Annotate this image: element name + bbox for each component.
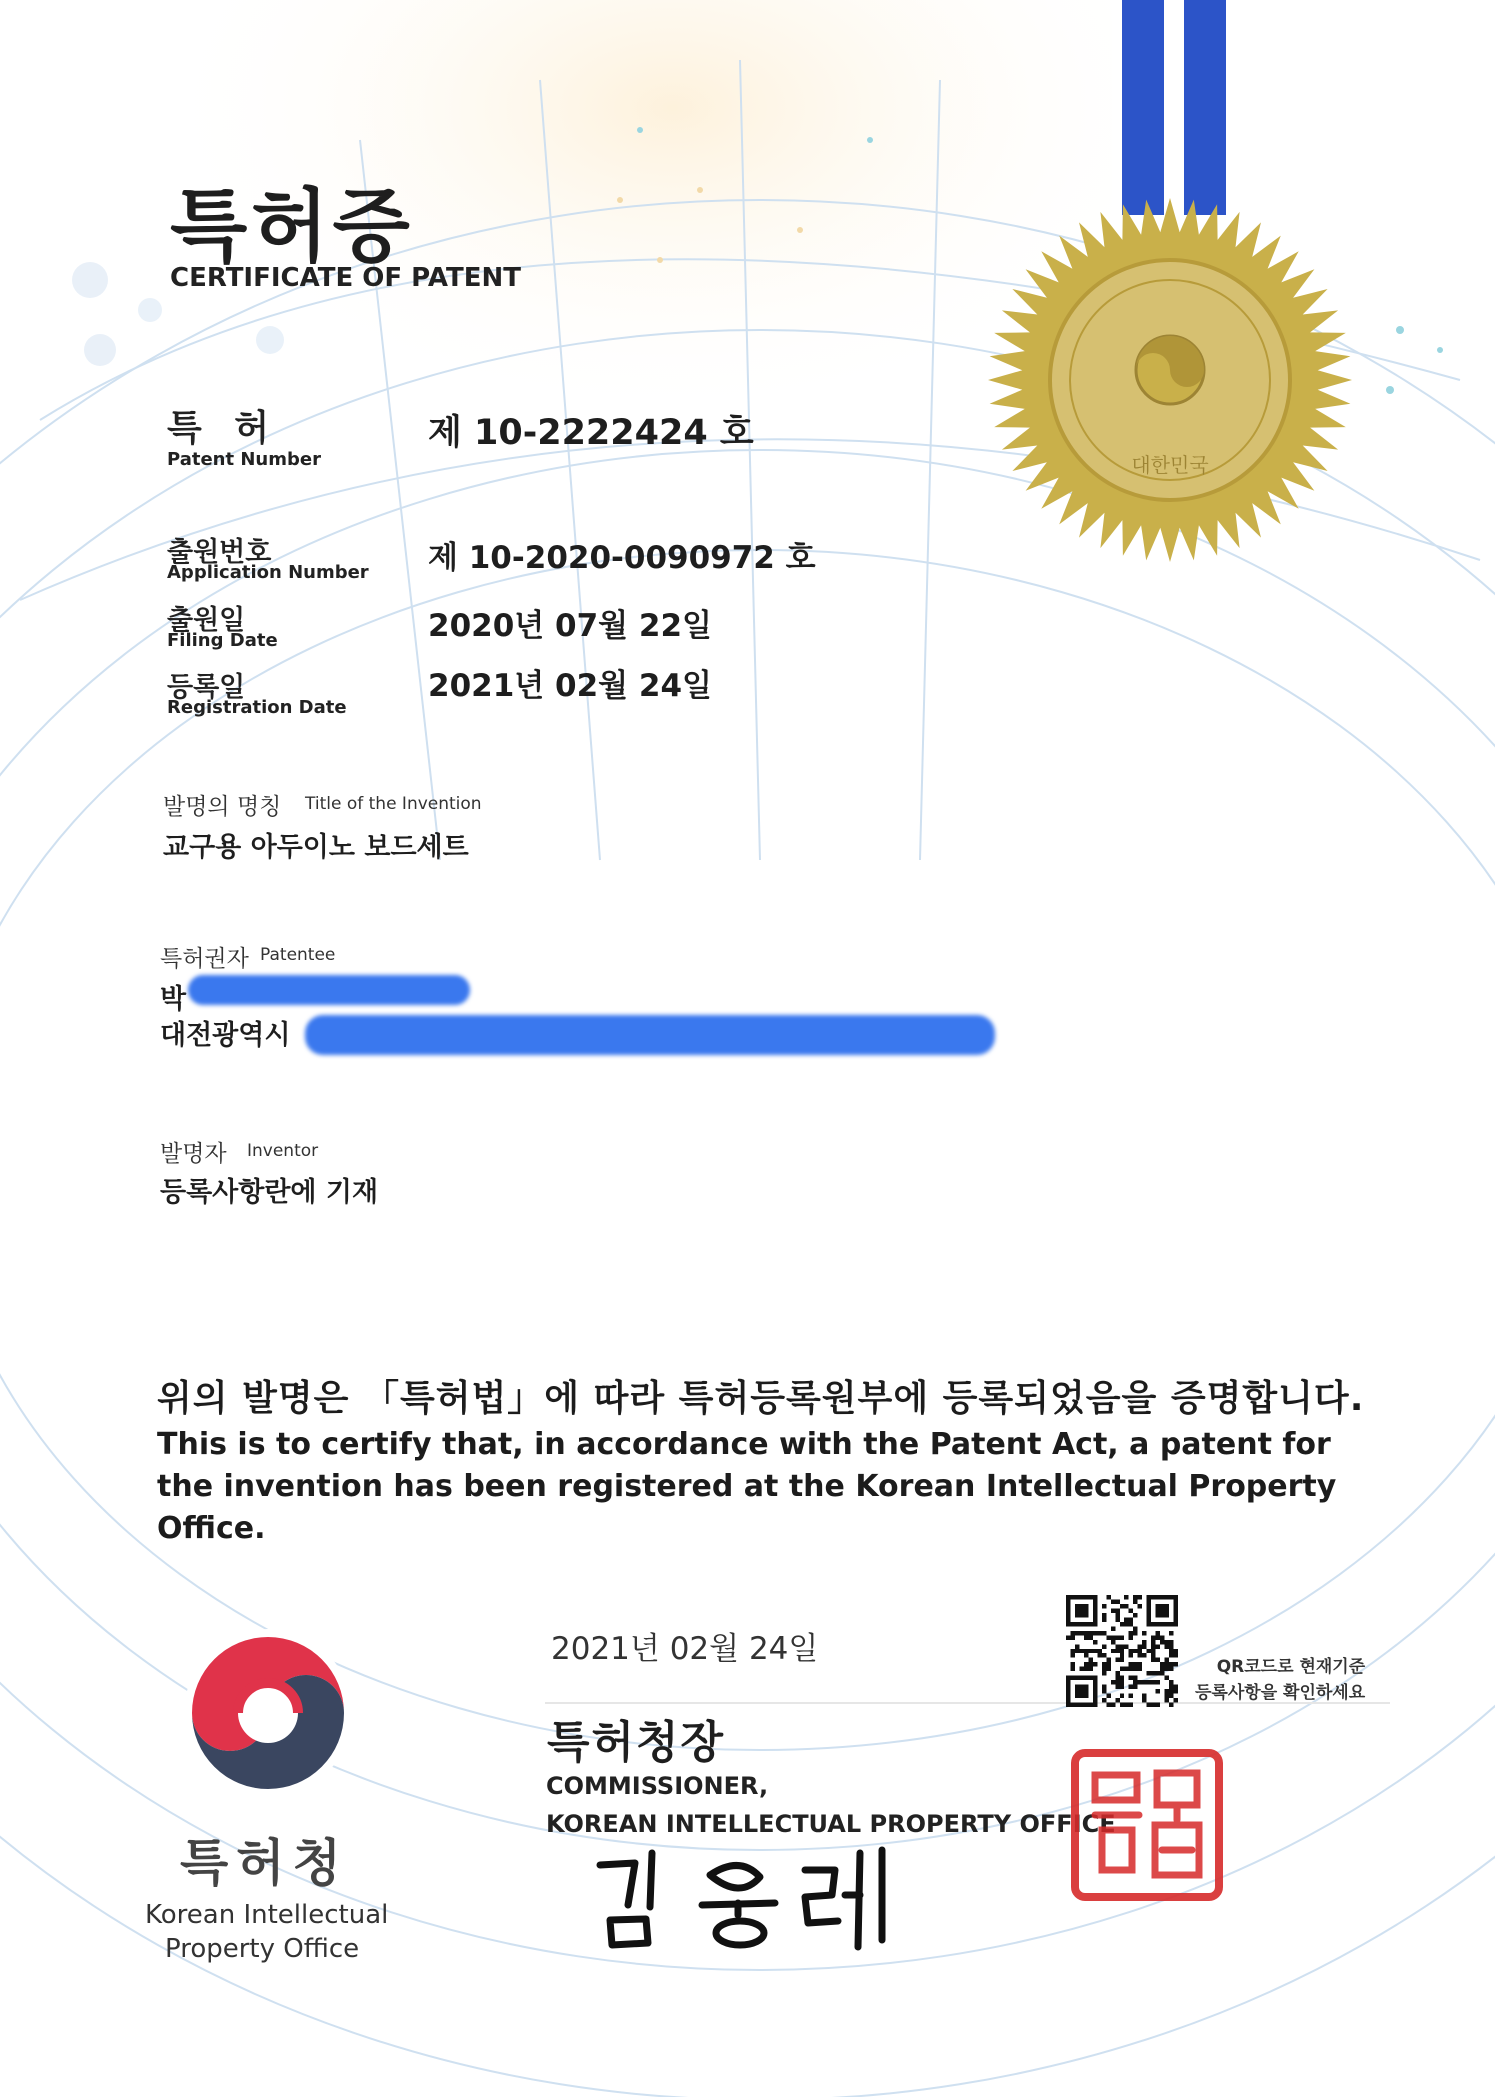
qr-instruction (1195, 1654, 1365, 1706)
patentee-label-en: Patentee (260, 945, 336, 965)
commissioner-office-en: KOREAN INTELLECTUAL PROPERTY OFFICE (546, 1810, 1116, 1838)
issuer-name: 특허청 (180, 1834, 349, 1892)
qr-instruction-line2: 등록사항을 확인하세요 (1195, 1683, 1366, 1703)
certificate-title: 특허증 (170, 180, 414, 273)
issuer-name-en-line2: Property Office (165, 1934, 360, 1964)
patent-number-label-en: Patent Number (167, 449, 321, 470)
issue-date: 2021년 02월 24일 (551, 1631, 819, 1667)
certificate-title-en: CERTIFICATE OF PATENT (170, 263, 521, 293)
patent-number-value: 제 10-2222424 호 (428, 413, 754, 453)
application-number-label: 출원번호 (167, 537, 272, 568)
registration-date-label-en: Registration Date (167, 697, 347, 718)
commissioner-title: 특허청장 (547, 1717, 726, 1768)
patentee-address: 대전광역시 (160, 1020, 291, 1051)
filing-date-label-en: Filing Date (167, 630, 278, 651)
redaction-mark-name (188, 975, 470, 1005)
filing-date-value: 2020년 07월 22일 (428, 608, 712, 644)
patentee-name: 박 (160, 984, 187, 1015)
ribbon-left (1112, 0, 1174, 215)
qr-code[interactable] (1066, 1595, 1178, 1707)
patentee-label: 특허권자 (160, 946, 249, 972)
official-red-seal (1067, 1745, 1227, 1905)
invention-title-value: 교구용 아두이노 보드세트 (163, 832, 469, 863)
application-number-value: 제 10-2020-0090972 호 (428, 540, 816, 576)
medal-inscription: 대한민국 (1131, 453, 1209, 477)
redaction-mark-address (305, 1015, 995, 1055)
ribbon-right (1176, 0, 1238, 215)
commissioner-title-en: COMMISSIONER, (546, 1772, 769, 1800)
certification-statement-en: This is to certify that, in accordance with the Patent Act, a patent for the invention has been registered at the Korean Intellectual Property Office. (157, 1427, 1337, 1546)
kipo-taegeuk-logo (180, 1625, 356, 1801)
application-number-label-en: Application Number (167, 562, 369, 583)
filing-date-label: 출원일 (167, 605, 246, 636)
gold-medal-seal (980, 190, 1360, 570)
inventor-value: 등록사항란에 기재 (160, 1177, 379, 1208)
registration-date-label: 등록일 (167, 672, 246, 703)
invention-title-label-en: Title of the Invention (305, 794, 482, 814)
commissioner-signature (590, 1845, 900, 1955)
patent-number-label: 특 허 (167, 408, 280, 449)
registration-date-value: 2021년 02월 24일 (428, 668, 712, 704)
issuer-name-en-line1: Korean Intellectual (145, 1900, 389, 1930)
certification-statement-ko: 위의 발명은 「특허법」에 따라 특허등록원부에 등록되었음을 증명합니다. (157, 1378, 1365, 1419)
invention-title-label: 발명의 명칭 (163, 794, 282, 820)
inventor-label: 발명자 (160, 1141, 227, 1167)
qr-instruction-line1: QR코드로 현재기준 (1216, 1657, 1366, 1677)
inventor-label-en: Inventor (247, 1141, 319, 1161)
